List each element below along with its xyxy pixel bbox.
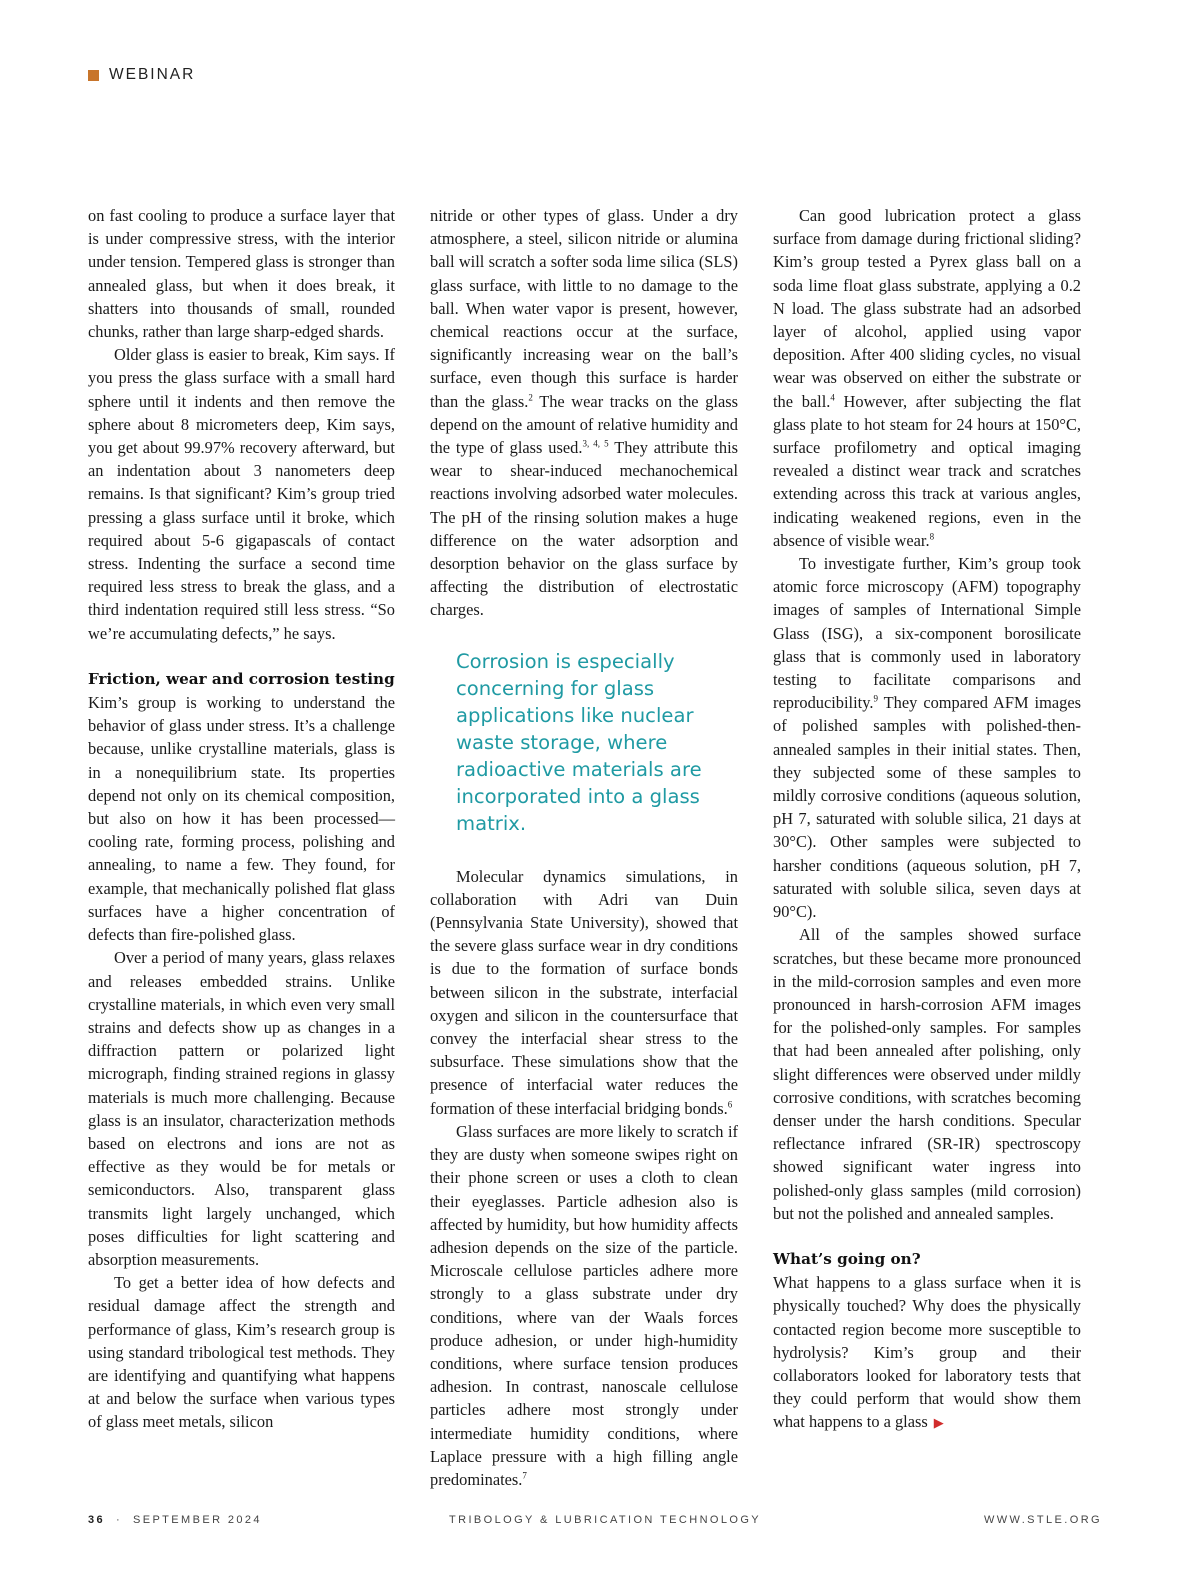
section-heading: What’s going on? <box>773 1249 921 1268</box>
paragraph: Molecular dynamics simulations, in collaboration with Adri van Duin (Pennsylvania State University), showed that the severe glass surface wear in dry conditions is due to the formation of surface bonds between silicon in the substrate, interfacial oxygen and silicon in the countersurface that convey the interfacial shear stress to the subsurface. These simulations show that the presence of interfacial water reduces the formation of these interfacial bridging bonds.$^6$ <box>430 866 738 1118</box>
footer-separator: · <box>115 1514 123 1526</box>
section-heading: Friction, wear and corrosion testing <box>88 669 395 688</box>
reference-mark: 4 <box>830 392 835 403</box>
footer-page-info <box>88 1514 262 1526</box>
paragraph: Can good lubrication protect a glass surface from damage during frictional sliding? Kim’s group tested a Pyrex glass ball on a soda lime float glass substrate, applying a 0.2 N load. The glass substrate had an adsorbed layer of alcohol, applied using vapor deposition. After 400 sliding cycles, no visual wear was observed on either the substrate or the ball.$^4$ However, after subjecting the flat glass plate to hot steam for 24 hours at 150°C, surface profilometry and optical imaging revealed a distinct wear track and scratches extending across this track at various angles, indicating weakened regions, even in the absence of visible wear.$^8$ <box>773 206 1081 550</box>
article-column-3 <box>773 204 1081 1435</box>
section-label: WEBINAR <box>109 66 196 83</box>
paragraph: To get a better idea of how defects and residual damage affect the strength and performance of glass, Kim’s research group is using standard tribological test methods. They are identifying and quantifying what happens at and below the surface when various types of glass meet metals, silicon <box>88 1273 395 1432</box>
paragraph: Glass surfaces are more likely to scratch if they are dusty when someone swipes right on their phone screen or uses a cloth to clean their eyeglasses. Particle adhesion also is affected by humidity, but how humidity affects adhesion depends on the size of the particle. Microscale cellulose particles adhere more strongly to a glass substrate under dry conditions, where van der Waals forces produce adhesion, or under high-humidity conditions, where surface tension produces adhesion. In contrast, nanoscale cellulose particles adhere most strongly under intermediate humidity conditions, where Laplace pressure with a high filling angle predominates.$^7$ <box>430 1121 738 1489</box>
paragraph: on fast cooling to produce a surface layer that is under compressive stress, with the interior under tension. Tempered glass is stronger than annealed glass, but when it does break, it shatters into thousands of small, rounded chunks, rather than large sharp-edged shards. <box>88 206 395 342</box>
paragraph: Over a period of many years, glass relaxes and releases embedded strains. Unlike crystalline materials, in which even very small strains and defects show up as changes in a diffraction pattern or polarized light micrograph, finding strained regions in glassy materials is much more challenging. Because glass is an insulator, characterization methods based on electrons and ions are not as effective as they would be for metals or semiconductors. Also, transparent glass transmits light largely unchanged, which poses difficulties for light scattering and absorption measurements. <box>88 948 395 1269</box>
paragraph: nitride or other types of glass. Under a dry atmosphere, a steel, silicon nitride or alumina ball will scratch a softer soda lime silica (SLS) glass surface, with little to no damage to the ball. When water vapor is present, however, chemical reactions occur at the surface, significantly increasing wear on the ball’s surface, even though this surface is harder than the glass.$^2$ The wear tracks on the glass depend on the amount of relative humidity and the type of glass used.$^{3, 4, 5}$ They attribute this wear to shear-induced mechanochemical reactions involving adsorbed water molecules. The pH of the rinsing solution makes a huge difference on the water adsorption and desorption behavior on the glass surface by affecting the distribution of electrostatic charges. <box>430 206 738 620</box>
article-column-1 <box>88 204 395 1434</box>
paragraph: What happens to a glass surface when it is physically touched? Why does the physically contacted region become more susceptible to hydrolysis? Kim’s group and their collaborators looked for laboratory tests that they could perform that would show them what happens to a glass ▶ <box>773 1273 1081 1432</box>
reference-mark: 7 <box>522 1470 527 1481</box>
reference-mark: 6 <box>727 1099 733 1110</box>
paragraph: All of the samples showed surface scratches, but these became more pronounced in the mild-corrosion samples and even more pronounced in harsh-corrosion AFM images for the polished-only samples. For samples that had been annealed after polishing, only slight differences were observed under mildly corrosive conditions, with scratches becoming denser under the harsh conditions. Specular reflectance infrared (SR-IR) spectroscopy showed significant water ingress into polished-only glass samples (mild corrosion) but not the polished and annealed samples. <box>773 925 1081 1223</box>
website-url[interactable]: WWW.STLE.ORG <box>983 1514 1102 1526</box>
section-marker-square <box>88 70 99 81</box>
issue-date: SEPTEMBER 2024 <box>132 1514 262 1526</box>
paragraph: Older glass is easier to break, Kim says. If you press the glass surface with a small hard sphere until it indents and then remove the sphere about 8 micrometers deep, Kim says, you get about 99.97% recovery afterward, but an indentation about 3 nanometers deep remains. Is that significant? Kim’s group tried pressing a glass surface until it broke, which required about 5-6 gigapascals of contact stress. Indenting the surface a second time required less stress to break the glass, and a third indentation required still less stress. “So we’re accumulating defects,” he says. <box>88 345 395 643</box>
section-header <box>88 64 195 86</box>
paragraph: Kim’s group is working to understand the behavior of glass under stress. It’s a challenge because, unlike crystalline materials, glass is in a nonequilibrium state. Its properties depend not only on its chemical composition, but also on how it has been processed—cooling rate, forming process, polishing and annealing, to name a few. They found, for example, that mechanically polished flat glass surfaces have a higher concentration of defects than fire-polished glass. <box>88 693 395 945</box>
reference-mark: 9 <box>873 693 878 704</box>
pull-quote: Corrosion is especially concerning for glass applications like nuclear waste storage, where radioactive materials are incorporated into a glass matrix. <box>456 649 702 835</box>
reference-mark: 8 <box>929 531 935 542</box>
article-column-2 <box>430 204 738 1491</box>
page-number: 36 <box>88 1514 106 1526</box>
continue-arrow-icon[interactable]: ▶ <box>933 1415 944 1431</box>
publication-name: TRIBOLOGY & LUBRICATION TECHNOLOGY <box>449 1514 762 1526</box>
reference-mark: 3, 4, 5 <box>582 438 609 449</box>
paragraph: To investigate further, Kim’s group took atomic force microscopy (AFM) topography images of samples of International Simple Glass (ISG), a six-component borosilicate glass that is commonly used in laboratory testing to facilitate comparisons and reproducibility.$^9$ They compared AFM images of polished samples with polished-then-annealed samples in their initial states. Then, they subjected some of these samples to mildly corrosive conditions (aqueous solution, pH 7, saturated with soluble silica, 21 days at 30°C). Other samples were subjected to harsher conditions (aqueous solution, pH 7, saturated with soluble silica, seven days at 90°C). <box>773 554 1081 922</box>
reference-mark: 2 <box>528 392 533 403</box>
